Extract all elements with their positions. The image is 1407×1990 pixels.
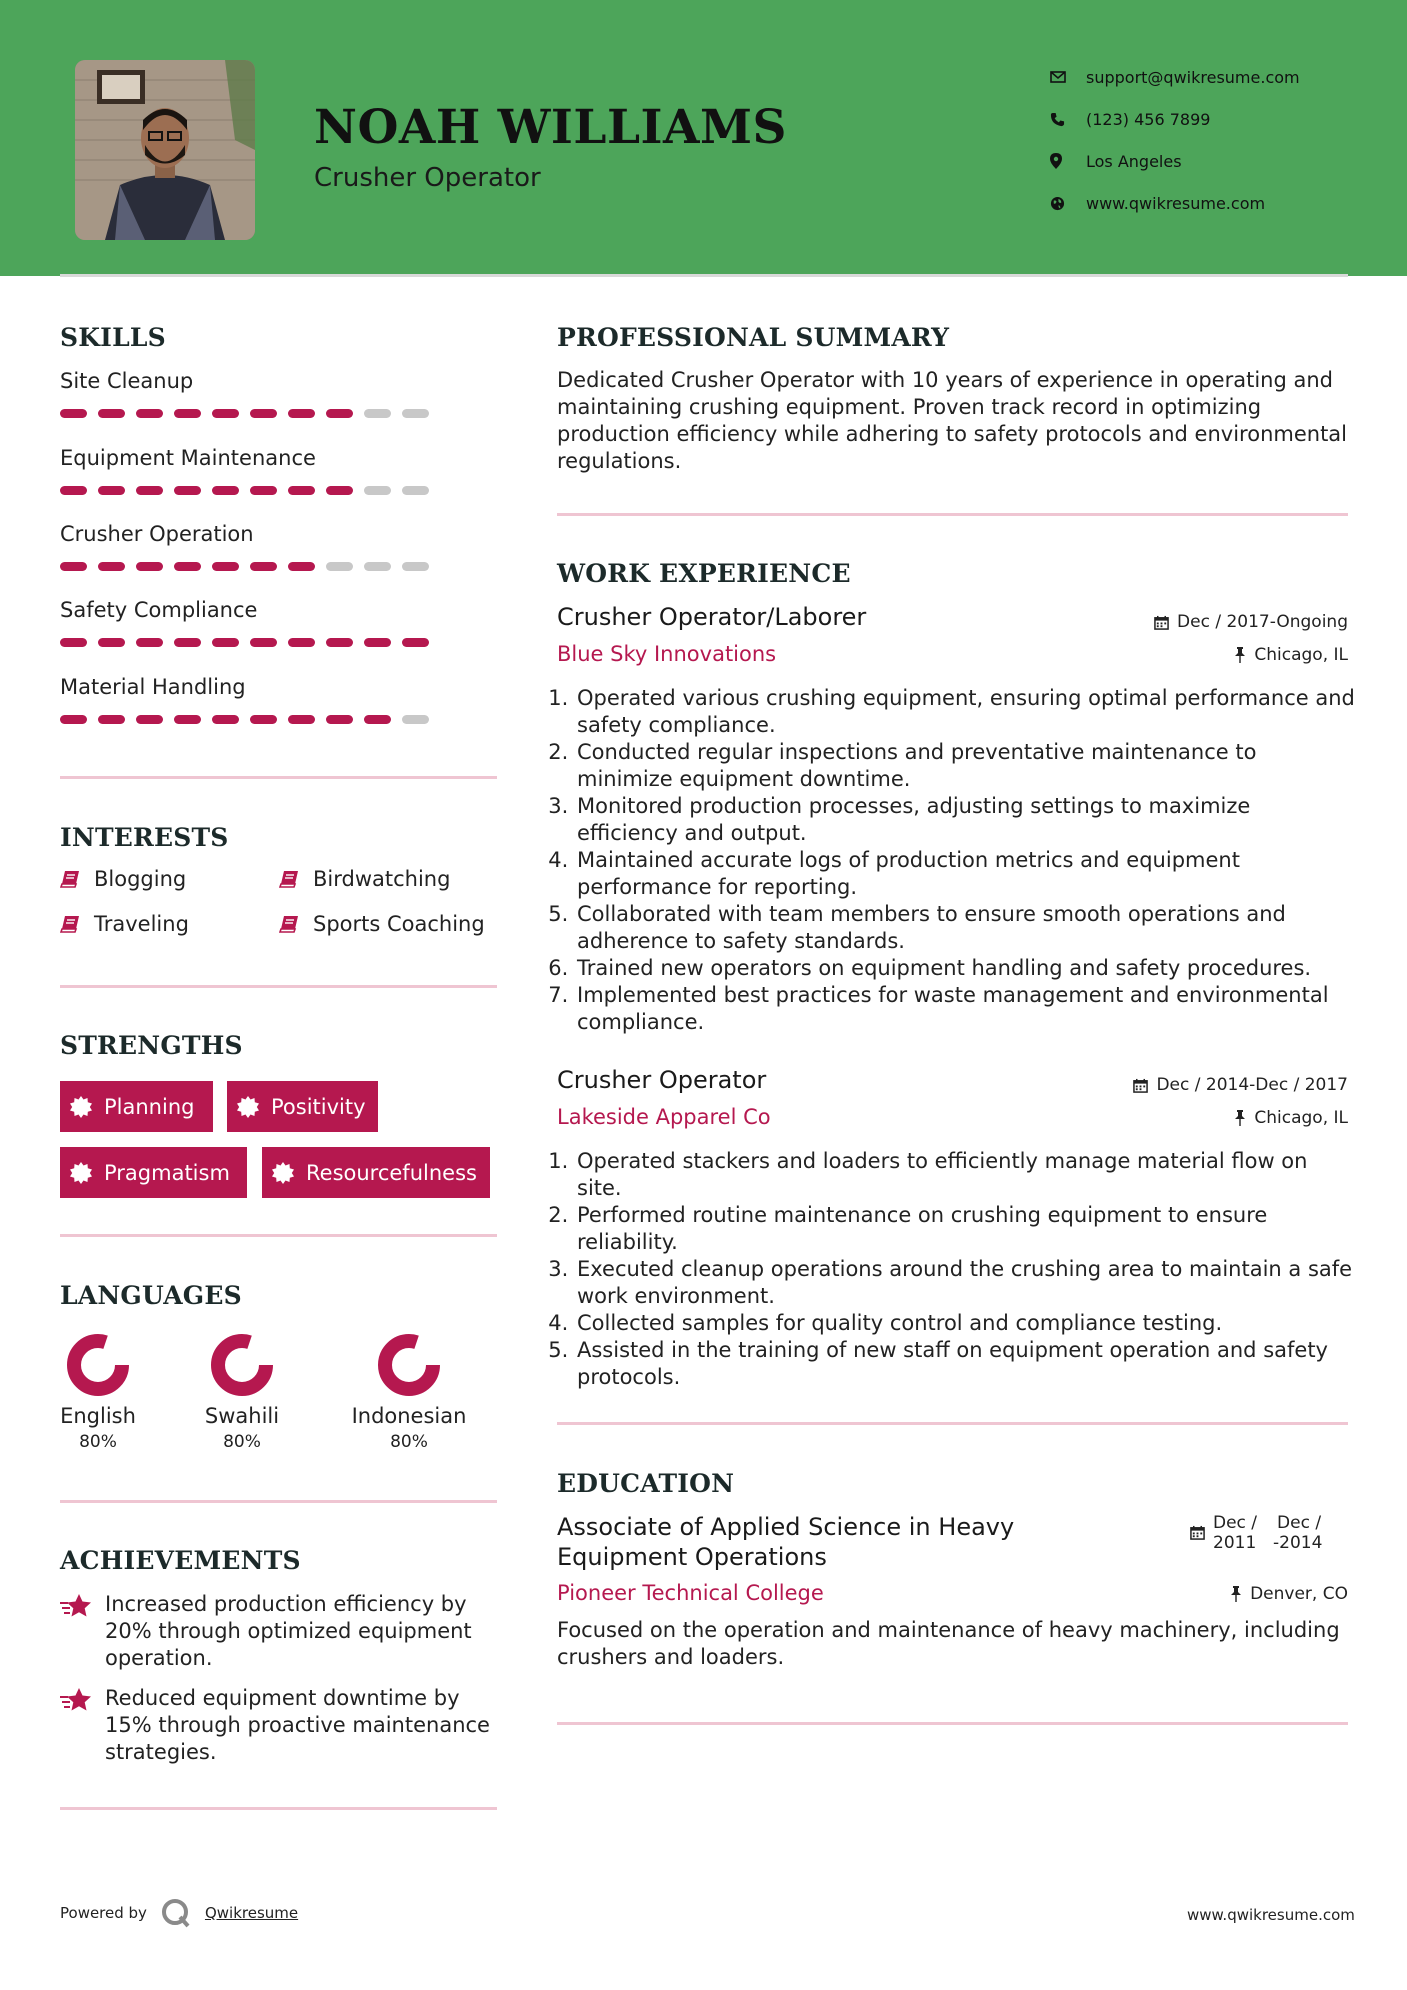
skill-dash-filled — [98, 486, 125, 495]
skill-item — [60, 369, 440, 418]
achievement-item: Reduced equipment downtime by 15% through proactive maintenance strategies. — [60, 1685, 500, 1766]
contact-email[interactable]: support@qwikresume.com — [1050, 56, 1300, 98]
skill-dash-filled — [60, 409, 87, 418]
skill-dash-filled — [98, 638, 125, 647]
interest-item: Birdwatching — [279, 867, 450, 891]
list-item: 4. Collected samples for quality control and compliance testing. — [575, 1310, 1357, 1337]
skill-level-bar — [60, 562, 440, 571]
summary-divider — [557, 513, 1348, 516]
skill-dash-filled — [288, 638, 315, 647]
resume-header — [0, 0, 1407, 276]
language-arc — [385, 1341, 433, 1389]
skill-dash-empty — [402, 715, 429, 724]
skill-name: Safety Compliance — [60, 598, 258, 622]
achievements-divider — [60, 1807, 497, 1810]
education-dates: Dec / 2011 Dec / -2014 — [1190, 1513, 1322, 1553]
skill-dash-filled — [288, 409, 315, 418]
achievements-heading: ACHIEVEMENTS — [60, 1546, 301, 1575]
list-item: 3. Executed cleanup operations around the crushing area to maintain a safe work environment. — [575, 1256, 1357, 1310]
profile-photo — [75, 60, 255, 240]
skill-dash-filled — [364, 715, 391, 724]
book-icon — [60, 915, 94, 933]
skill-dash-filled — [174, 638, 201, 647]
education-divider — [557, 1722, 1348, 1725]
strengths-heading: STRENGTHS — [60, 1031, 243, 1060]
contact-website[interactable]: www.qwikresume.com — [1050, 182, 1300, 224]
pin-icon — [1234, 647, 1246, 663]
star-icon — [60, 1685, 105, 1766]
calendar-icon — [1154, 615, 1169, 630]
strength-badge: Pragmatism — [60, 1147, 247, 1198]
skill-dash-filled — [250, 638, 277, 647]
qwikresume-link[interactable]: Qwikresume — [204, 1904, 299, 1922]
education-description: Focused on the operation and maintenance of heavy machinery, including crushers and loaders. — [557, 1618, 1340, 1669]
strength-badge: Positivity — [227, 1081, 378, 1132]
skill-dash-empty — [402, 409, 429, 418]
star-icon — [60, 1591, 105, 1672]
job-location: Chicago, IL — [1100, 1108, 1348, 1128]
languages-divider — [60, 1500, 497, 1503]
language-item — [339, 1330, 479, 1452]
skill-level-bar — [60, 715, 440, 724]
qwikresume-logo-icon — [161, 1898, 191, 1928]
skill-item — [60, 675, 440, 724]
skill-dash-filled — [250, 562, 277, 571]
skill-name: Equipment Maintenance — [60, 446, 316, 470]
education-location: Denver, CO — [1100, 1584, 1348, 1604]
skill-dash-filled — [250, 715, 277, 724]
skill-dash-filled — [98, 409, 125, 418]
badge-icon — [237, 1096, 271, 1118]
skill-dash-filled — [250, 486, 277, 495]
header-divider — [60, 274, 1348, 277]
skill-dash-filled — [212, 409, 239, 418]
language-percent: 80% — [79, 1432, 117, 1452]
skill-item — [60, 522, 440, 571]
language-name: Swahili — [204, 1404, 280, 1428]
strength-badge: Planning — [60, 1081, 213, 1132]
list-item: 1. Operated stackers and loaders to efficiently manage material flow on site. — [575, 1148, 1357, 1202]
footer-powered-by: Powered by Qwikresume — [60, 1898, 298, 1928]
skill-dash-filled — [60, 562, 87, 571]
degree-title: Associate of Applied Science in Heavy Equipment Operations — [557, 1513, 1015, 1571]
skill-dash-filled — [60, 638, 87, 647]
pin-icon — [1230, 1586, 1242, 1602]
experience-heading: WORK EXPERIENCE — [557, 559, 851, 588]
list-item: 5. Collaborated with team members to ensure smooth operations and adherence to safety standards. — [575, 901, 1357, 955]
badge-icon — [70, 1162, 104, 1184]
job-title: Crusher Operator/Laborer — [557, 603, 867, 631]
job-dates: Dec / 2014-Dec / 2017 — [1000, 1075, 1348, 1095]
job-responsibilities — [557, 1148, 1357, 1391]
skill-dash-filled — [288, 486, 315, 495]
school-name: Pioneer Technical College — [557, 1581, 824, 1605]
contact-location: Los Angeles — [1050, 140, 1300, 182]
skill-dash-filled — [326, 409, 353, 418]
language-donut — [63, 1330, 133, 1400]
languages-heading: LANGUAGES — [60, 1281, 242, 1310]
language-item — [172, 1330, 312, 1452]
skill-dash-filled — [174, 715, 201, 724]
badge-icon — [70, 1096, 104, 1118]
skill-dash-filled — [212, 486, 239, 495]
interests-heading: INTERESTS — [60, 823, 229, 852]
skill-dash-filled — [174, 486, 201, 495]
job-location: Chicago, IL — [1100, 645, 1348, 665]
skill-dash-filled — [364, 638, 391, 647]
skill-dash-filled — [288, 562, 315, 571]
language-percent: 80% — [390, 1432, 428, 1452]
skill-dash-filled — [212, 638, 239, 647]
book-icon — [60, 870, 94, 888]
strengths-divider — [60, 1234, 497, 1237]
globe-icon — [1050, 196, 1086, 211]
language-name: Indonesian — [351, 1404, 467, 1428]
skill-dash-filled — [326, 486, 353, 495]
list-item: 2. Conducted regular inspections and preventative maintenance to minimize equipment downtime. — [575, 739, 1357, 793]
list-item: 5. Assisted in the training of new staff on equipment operation and safety protocols. — [575, 1337, 1357, 1391]
skill-dash-filled — [174, 562, 201, 571]
skill-name: Site Cleanup — [60, 369, 194, 393]
list-item: 2. Performed routine maintenance on crushing equipment to ensure reliability. — [575, 1202, 1357, 1256]
skill-dash-empty — [364, 486, 391, 495]
skill-dash-filled — [136, 409, 163, 418]
calendar-icon — [1133, 1078, 1148, 1093]
language-donut — [374, 1330, 444, 1400]
skill-dash-filled — [98, 715, 125, 724]
language-percent: 80% — [223, 1432, 261, 1452]
skill-dash-filled — [136, 715, 163, 724]
footer-website[interactable]: www.qwikresume.com — [1187, 1906, 1355, 1924]
book-icon — [279, 915, 313, 933]
candidate-title: Crusher Operator — [314, 163, 541, 193]
summary-heading: PROFESSIONAL SUMMARY — [557, 323, 950, 352]
skill-dash-empty — [402, 486, 429, 495]
calendar-icon — [1190, 1525, 1205, 1540]
skill-dash-filled — [402, 638, 429, 647]
map-pin-icon — [1050, 153, 1086, 169]
list-item: 3. Monitored production processes, adjusting settings to maximize efficiency and output. — [575, 793, 1357, 847]
achievement-item: Increased production efficiency by 20% through optimized equipment operation. — [60, 1591, 500, 1672]
language-name: English — [60, 1404, 136, 1428]
skill-dash-filled — [60, 486, 87, 495]
skill-dash-filled — [250, 409, 277, 418]
skill-dash-filled — [326, 638, 353, 647]
list-item: 7. Implemented best practices for waste management and environmental compliance. — [575, 982, 1357, 1036]
language-arc — [74, 1341, 122, 1389]
skill-dash-empty — [364, 409, 391, 418]
skills-heading: SKILLS — [60, 323, 166, 352]
skill-dash-filled — [136, 638, 163, 647]
skill-dash-filled — [174, 409, 201, 418]
skill-level-bar — [60, 409, 440, 418]
skill-item — [60, 446, 440, 495]
contact-list — [1050, 56, 1300, 224]
skill-item — [60, 598, 440, 647]
book-icon — [279, 870, 313, 888]
interest-item: Traveling — [60, 912, 189, 936]
language-donut — [207, 1330, 277, 1400]
education-heading: EDUCATION — [557, 1469, 735, 1498]
skills-divider — [60, 776, 497, 779]
skill-dash-empty — [326, 562, 353, 571]
skill-dash-filled — [326, 715, 353, 724]
skill-name: Crusher Operation — [60, 522, 254, 546]
company-name: Lakeside Apparel Co — [557, 1105, 771, 1129]
skill-dash-filled — [60, 715, 87, 724]
job-title: Crusher Operator — [557, 1066, 767, 1094]
company-name: Blue Sky Innovations — [557, 642, 777, 666]
skill-dash-filled — [136, 562, 163, 571]
summary-text: Dedicated Crusher Operator with 10 years of experience in operating and maintaining crushing equipment. Proven track record in optimizing production efficiency while adhering to safety protocols and environmental regulations. — [557, 368, 1348, 473]
skill-level-bar — [60, 638, 440, 647]
skill-dash-empty — [402, 562, 429, 571]
skill-dash-filled — [136, 486, 163, 495]
interest-item: Sports Coaching — [279, 912, 485, 936]
skill-dash-filled — [288, 715, 315, 724]
skill-dash-filled — [98, 562, 125, 571]
list-item: 4. Maintained accurate logs of production metrics and equipment performance for reporting. — [575, 847, 1357, 901]
envelope-icon — [1050, 71, 1086, 83]
phone-icon — [1050, 112, 1086, 127]
interests-divider — [60, 985, 497, 988]
skill-level-bar — [60, 486, 440, 495]
list-item: 1. Operated various crushing equipment, ensuring optimal performance and safety compliance. — [575, 685, 1357, 739]
language-item — [28, 1330, 168, 1452]
badge-icon — [272, 1162, 306, 1184]
skill-name: Material Handling — [60, 675, 246, 699]
experience-divider — [557, 1422, 1348, 1425]
contact-phone[interactable]: (123) 456 7899 — [1050, 98, 1300, 140]
skill-dash-filled — [212, 562, 239, 571]
strength-badge: Resourcefulness — [262, 1147, 490, 1198]
skill-dash-empty — [364, 562, 391, 571]
pin-icon — [1234, 1110, 1246, 1126]
candidate-name: NOAH WILLIAMS — [314, 100, 787, 155]
interest-item: Blogging — [60, 867, 186, 891]
job-responsibilities — [557, 685, 1357, 1036]
job-dates: Dec / 2017-Ongoing — [1000, 612, 1348, 632]
language-arc — [218, 1341, 266, 1389]
skill-dash-filled — [212, 715, 239, 724]
list-item: 6. Trained new operators on equipment handling and safety procedures. — [575, 955, 1357, 982]
